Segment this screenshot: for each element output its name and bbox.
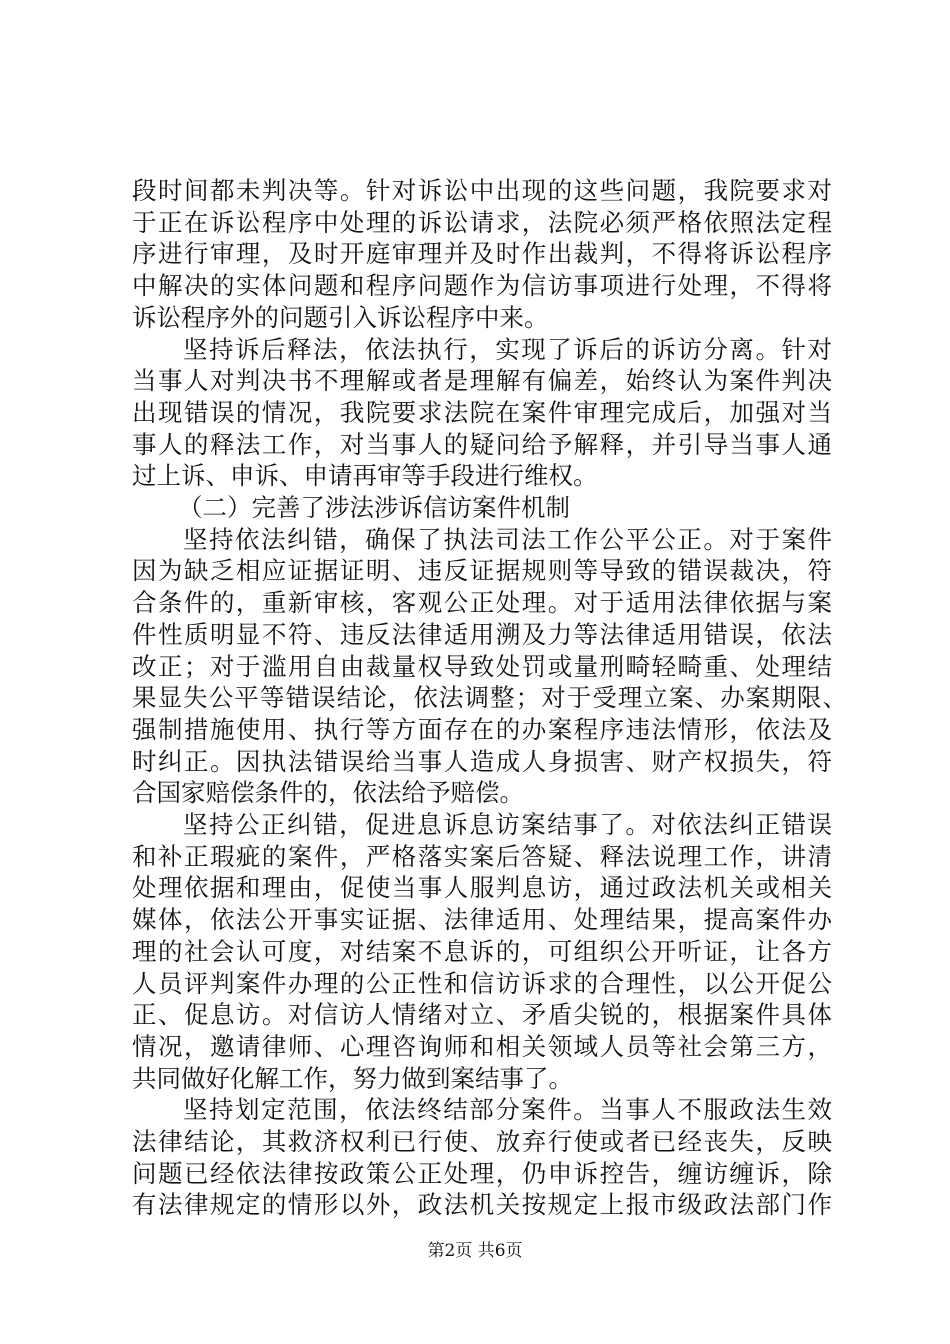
text-line: 处理依据和理由，促使当事人服判息访，通过政法机关或相关 [132,873,832,902]
text-line: 中解决的实体问题和程序问题作为信访事项进行处理，不得将 [132,271,832,300]
page-footer: 第2页 共6页 [427,1241,523,1261]
section-heading: （二）完善了涉法涉诉信访案件机制 [178,493,570,522]
text-line: 于正在诉讼程序中处理的诉讼请求，法院必须严格依照法定程 [132,208,832,237]
text-line: 当事人对判决书不理解或者是理解有偏差，始终认为案件判决 [132,366,832,395]
text-line: 段时间都未判决等。针对诉讼中出现的这些问题，我院要求对 [132,176,832,205]
text-line: 正、促息访。对信访人情绪对立、矛盾尖锐的，根据案件具体 [132,1000,832,1029]
text-line: 时纠正。因执法错误给当事人造成人身损害、财产权损失，符 [132,747,832,776]
text-line: 有法律规定的情形以外，政法机关按规定上报市级政法部门作 [132,1190,832,1219]
text-line: 合条件的，重新审核，客观公正处理。对于适用法律依据与案 [132,588,832,617]
text-line: 问题已经依法律按政策公正处理，仍申诉控告，缠访缠诉，除 [132,1159,832,1188]
text-line: 情况，邀请律师、心理咨询师和相关领域人员等社会第三方， [132,1032,832,1061]
text-line: 媒体，依法公开事实证据、法律适用、处理结果，提高案件办 [132,905,832,934]
text-line: 人员评判案件办理的公正性和信访诉求的合理性，以公开促公 [132,969,832,998]
paragraph-start: 坚持公正纠错，促进息诉息访案结事了。对依法纠正错误 [183,810,832,839]
text-line: 过上诉、申诉、申请再审等手段进行维权。 [132,461,598,490]
text-line: 件性质明显不符、违反法律适用溯及力等法律适用错误，依法 [132,620,832,649]
text-line: 和补正瑕疵的案件，严格落实案后答疑、释法说理工作，讲清 [132,842,832,871]
text-line: 序进行审理，及时开庭审理并及时作出裁判，不得将诉讼程序 [132,239,832,268]
text-line: 合国家赔偿条件的，依法给予赔偿。 [132,778,524,807]
text-line: 共同做好化解工作，努力做到案结事了。 [132,1064,573,1093]
text-line: 改正；对于滥用自由裁量权导致处罚或量刑畸轻畸重、处理结 [132,652,832,681]
text-line: 果显失公平等错误结论，依法调整；对于受理立案、办案期限、 [132,683,847,712]
text-line: 因为缺乏相应证据证明、违反证据规则等导致的错误裁决，符 [132,556,832,585]
paragraph-start: 坚持依法纠错，确保了执法司法工作公平公正。对于案件 [183,525,832,554]
paragraph-start: 坚持诉后释法，依法执行，实现了诉后的诉访分离。针对 [183,335,832,364]
paragraph-start: 坚持划定范围，依法终结部分案件。当事人不服政法生效 [183,1095,832,1124]
text-line: 理的社会认可度，对结案不息诉的，可组织公开听证，让各方 [132,937,832,966]
text-line: 法律结论，其救济权利已行使、放弃行使或者已经丧失，反映 [132,1127,832,1156]
text-line: 出现错误的情况，我院要求法院在案件审理完成后，加强对当 [132,398,832,427]
text-line: 强制措施使用、执行等方面存在的办案程序违法情形，依法及 [132,715,832,744]
text-line: 诉讼程序外的问题引入诉讼程序中来。 [132,303,549,332]
text-line: 事人的释法工作，对当事人的疑问给予解释，并引导当事人通 [132,430,832,459]
